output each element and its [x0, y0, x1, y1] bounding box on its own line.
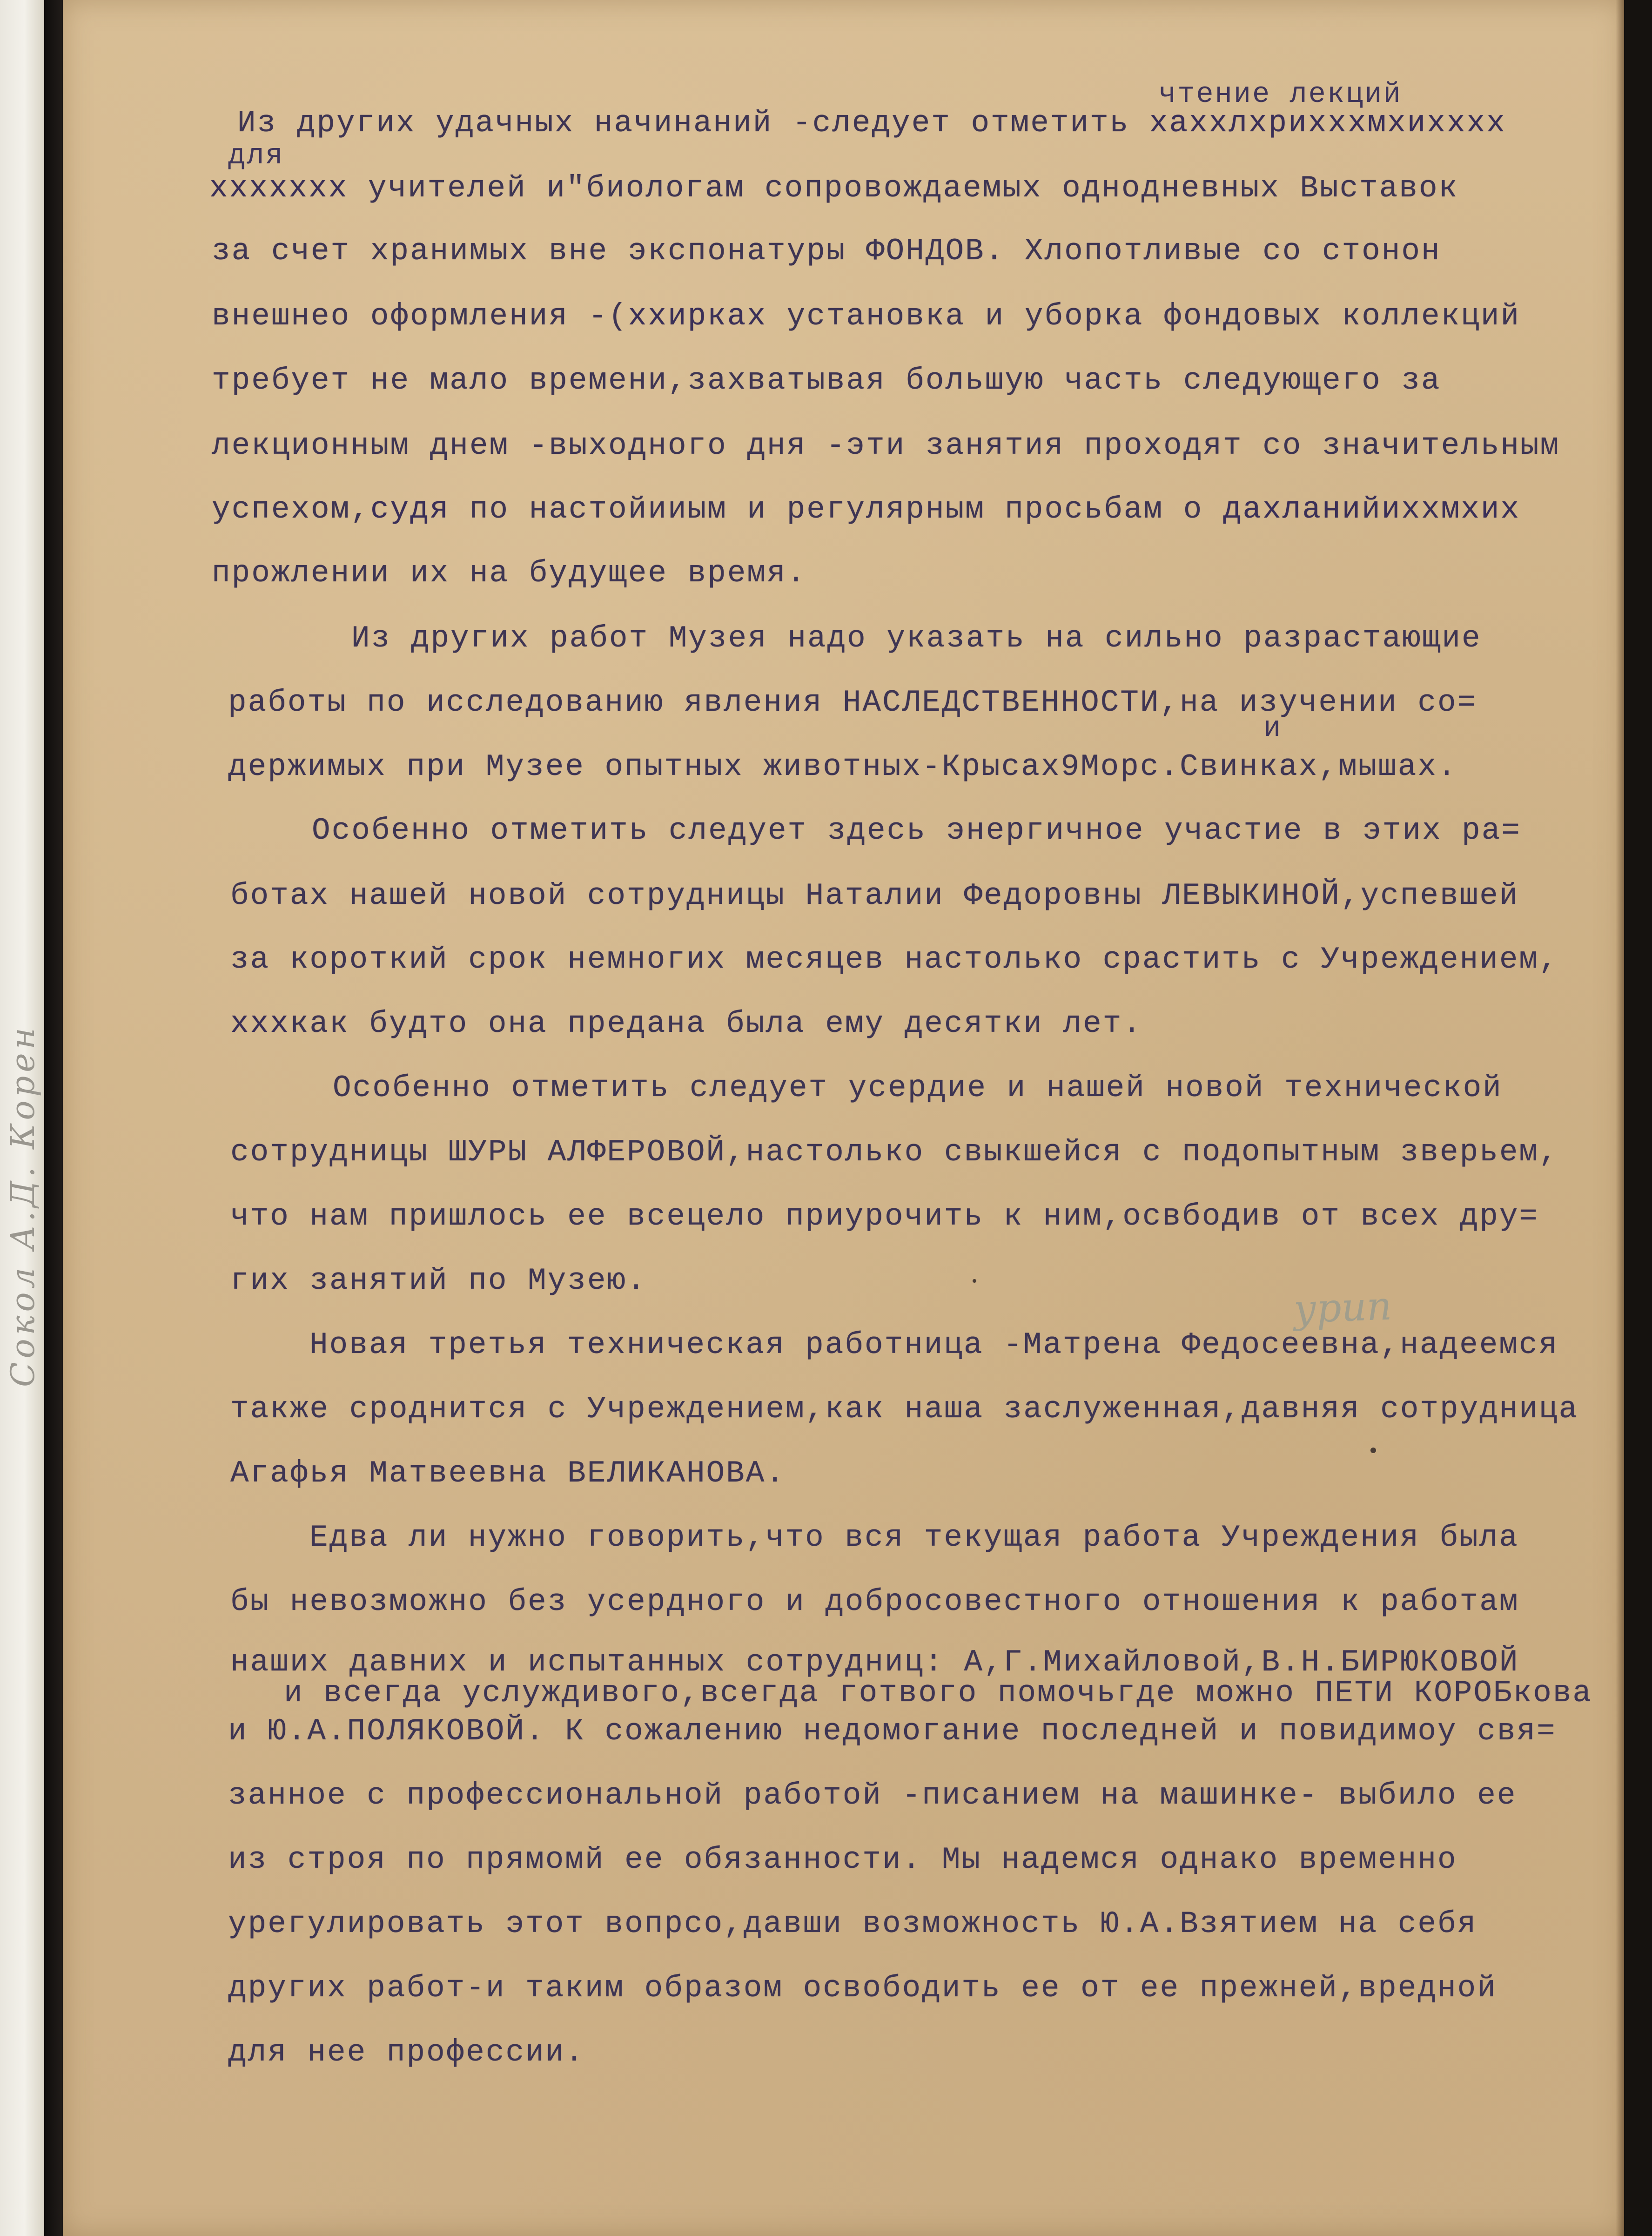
text-line: за счет хранимых вне экспонатуры ФОНДОВ. Хлопотливые со стонон	[212, 234, 1441, 269]
ink-speck	[973, 1279, 976, 1283]
text-line: держимых при Музее опытных животных-Крысах9Морс.Свинках,мышах.	[228, 749, 1457, 784]
text-line: хххкак будто она предана была ему десятки лет.	[230, 1006, 1142, 1041]
text-line: Из других удачных начинаний -следует отметить хаххлхрихххмхихххх	[237, 106, 1506, 141]
struck-text: ххирках	[628, 299, 767, 334]
text-line: внешнео оформления -(ххирках установка и уборка фондовых коллекций	[212, 299, 1521, 334]
struck-text: хаххлхрихххмхихххх	[1149, 106, 1506, 141]
text-line: прожлении их на будущее время.	[212, 556, 807, 591]
insertion-for: для	[228, 139, 284, 172]
text-line: также сроднится с Учреждением,как наша заслуженная,давняя сотрудница	[230, 1392, 1579, 1427]
text-line: наших давних и испытанных сотрудниц: А,Г.Михайловой,В.Н.БИРЮКОВОЙ	[230, 1645, 1519, 1680]
struck-text: ххх	[230, 1006, 290, 1041]
page-edge	[1616, 0, 1624, 2236]
struck-text: судя	[370, 492, 450, 527]
ink-speck	[1370, 1448, 1376, 1453]
text-line: бы невозможно без усердного и добросовестного отношения к работам	[230, 1584, 1519, 1619]
text-line: лекционным днем -выходного дня -эти занятия проходят со значительным	[212, 428, 1560, 463]
text-line: для нее профессии.	[228, 2035, 585, 2070]
background-right	[1624, 0, 1652, 2236]
text-line: ххххххх учителей и"биологам сопровождаемых однодневных Выставок	[209, 171, 1459, 206]
text-line: Из других работ Музея надо указать на сильно разрастающие	[351, 621, 1482, 656]
insertion-and: и	[1263, 712, 1283, 745]
text-line: успехом,судя по настойииым и регулярным просьбам о дахланийиххмхих	[212, 492, 1521, 527]
struck-text: ххххххх	[209, 171, 349, 206]
text-line: из строя по прямомй ее обязанности. Мы надемся однако временно	[228, 1842, 1457, 1877]
text-line: Новая третья техническая работница -Матрена Федосеевна,надеемся	[309, 1327, 1559, 1362]
text-line: Агафья Матвеевна ВЕЛИКАНОВА.	[230, 1456, 786, 1491]
text-line: Едва ли нужно говорить,что вся текущая работа Учреждения была	[309, 1520, 1519, 1555]
text-line: и Ю.А.ПОЛЯКОВОЙ. К сожалению недомогание последней и повидимоу свя=	[228, 1714, 1557, 1749]
text-line: работы по исследованию явления НАСЛЕДСТВЕННОСТИ,на изучении со=	[228, 685, 1477, 720]
margin-handwritten-note: Сокол А.Д. Корен	[4, 1024, 42, 1387]
text-line: и всегда услуждивого,всегда готвого помочьгде можно ПЕТИ КОРОБкова	[284, 1676, 1593, 1711]
text-line: ботах нашей новой сотрудницы Наталии Федоровны ЛЕВЫКИНОЙ,успевшей	[230, 878, 1519, 913]
text-line: сотрудницы ШУРЫ АЛФЕРОВОЙ,настолько свыкшейся с подопытным зверьем,	[230, 1135, 1559, 1170]
text-line: за короткий срок немногих месяцев настолько срастить с Учреждением,	[230, 942, 1559, 977]
text-line: гих занятий по Музею.	[230, 1263, 647, 1298]
text-line: занное с профессиональной работой -писанием на машинке- выбило ее	[228, 1778, 1517, 1813]
underlying-sheet	[0, 0, 44, 2236]
insertion-reading-lectures: чтение лекций	[1159, 78, 1402, 111]
text-line: что нам пришлось ее всецело приурочить к ним,освбодив от всех дру=	[230, 1199, 1539, 1234]
typed-page	[63, 0, 1624, 2236]
text-line: требует не мало времени,захватывая большую часть следующего за	[212, 363, 1441, 398]
text-line: Особенно отметить следует здесь энергичное участие в этих ра=	[312, 813, 1521, 848]
text-line: урегулировать этот вопрсо,давши возможность Ю.А.Взятием на себя	[228, 1906, 1477, 1941]
pencil-annotation: урип	[1293, 1283, 1393, 1332]
text-line: других работ-и таким образом освободить ее от ее прежней,вредной	[228, 1971, 1497, 2006]
text-line: Особенно отметить следует усердие и нашей новой технической	[333, 1071, 1503, 1105]
struck-text: дахланийиххмхих	[1222, 492, 1521, 527]
